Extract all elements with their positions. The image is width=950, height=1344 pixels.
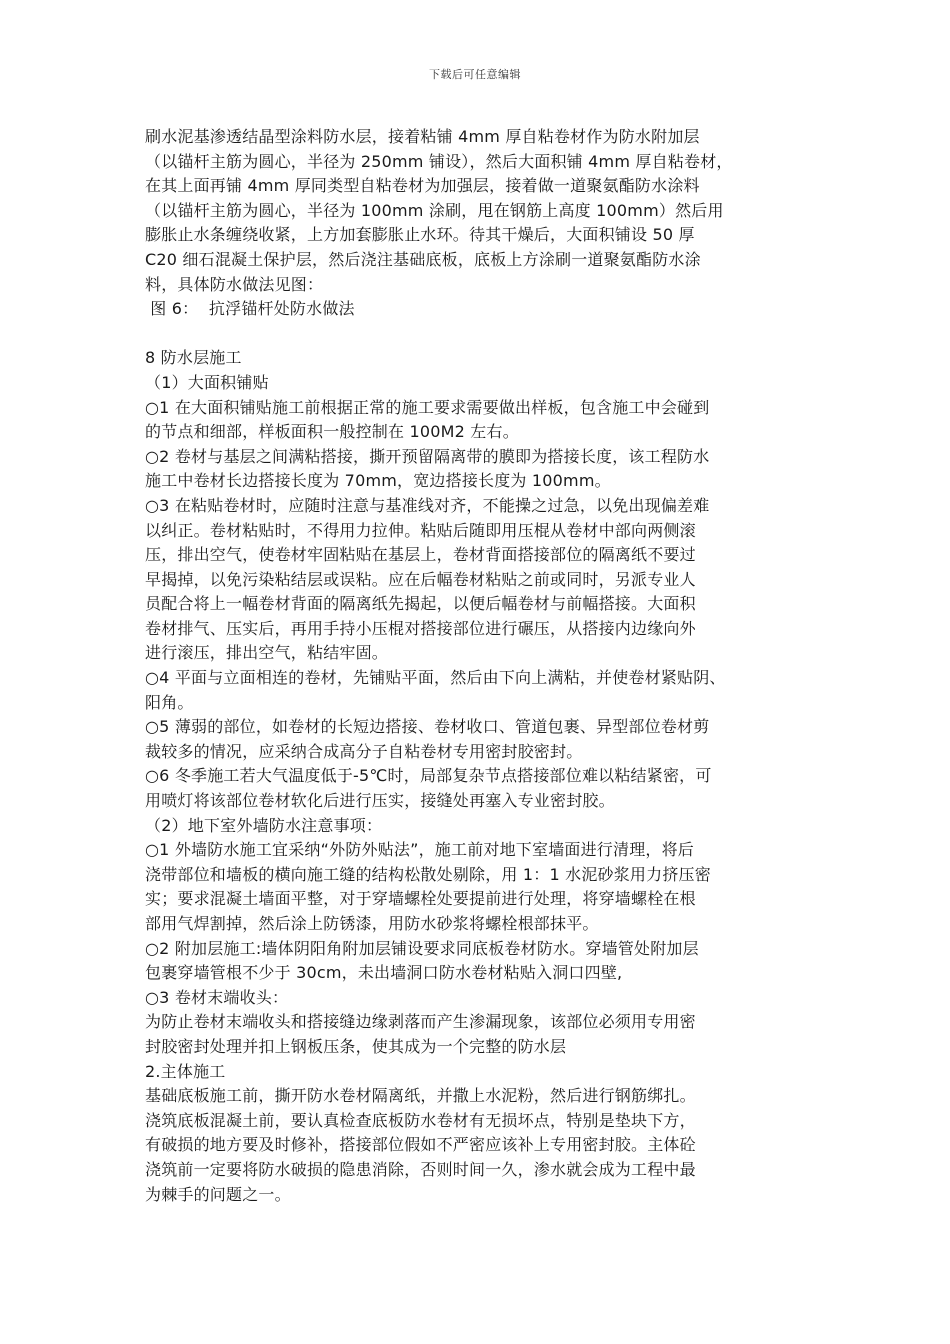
text-line: ○6 冬季施工若大气温度低于-5℃时，局部复杂节点搭接部位难以粘结紧密，可 bbox=[145, 766, 712, 786]
text-line: 早揭掉，以免污染粘结层或误粘。应在后幅卷材粘贴之前或同时，另派专业人 bbox=[145, 569, 696, 589]
text-line: ○1 外墙防水施工宜采纳“外防外贴法”，施工前对地下室墙面进行清理，将后 bbox=[145, 840, 695, 860]
text-line: 刷水泥基渗透结晶型涂料防水层，接着粘铺 4mm 厚自粘卷材作为防水附加层 bbox=[145, 127, 700, 146]
text-line: ○5 薄弱的部位，如卷材的长短边搭接、卷材收口、管道包裹、异型部位卷材剪 bbox=[145, 717, 710, 737]
text-line: 浇筑前一定要将防水破损的隐患消除，否则时间一久，渗水就会成为工程中最 bbox=[145, 1159, 696, 1179]
section-heading: 2.主体施工 bbox=[145, 1061, 226, 1081]
text-line: 膨胀止水条缠绕收紧，上方加套膨胀止水环。待其干燥后，大面积铺设 50 厚 bbox=[145, 225, 695, 245]
text-line: （以锚杆主筋为圆心，半径为 250mm 铺设），然后大面积铺 4mm 厚自粘卷材， bbox=[145, 151, 733, 171]
text-line: 在其上面再铺 4mm 厚同类型自粘卷材为加强层，接着做一道聚氨酯防水涂料 bbox=[145, 176, 700, 196]
text-line: 部用气焊割掉，然后涂上防锈漆，用防水砂浆将螺栓根部抹平。 bbox=[145, 914, 599, 933]
blank-line bbox=[145, 322, 825, 347]
text-line: 包裹穿墙管根不少于 30cm，未出墙洞口防水卷材粘贴入洞口四壁, bbox=[145, 963, 623, 983]
page-header: 下载后可任意编辑 bbox=[429, 68, 521, 81]
text-line: 浇筑底板混凝土前，要认真检查底板防水卷材有无损坏点，特别是垫块下方， bbox=[145, 1110, 696, 1130]
text-line: ○3 在粘贴卷材时，应随时注意与基准线对齐，不能操之过急，以免出现偏差难 bbox=[145, 495, 710, 515]
figure-caption: 图 6： 抗浮锚杆处防水做法 bbox=[145, 299, 355, 319]
text-line: ○2 附加层施工:墙体阴阳角附加层铺设要求同底板卷材防水。穿墙管处附加层 bbox=[145, 938, 699, 958]
subsection-heading: （2）地下室外墙防水注意事项： bbox=[145, 815, 383, 835]
text-line: 有破损的地方要及时修补，搭接部位假如不严密应该补上专用密封胶。主体砼 bbox=[145, 1135, 696, 1155]
text-line: C20 细石混凝土保护层，然后浇注基础底板，底板上方涂刷一道聚氨酯防水涂 bbox=[145, 249, 701, 269]
text-line: 进行滚压，排出空气，粘结牢固。 bbox=[145, 643, 389, 663]
text-line: 卷材排气、压实后，再用手持小压棍对搭接部位进行碾压，从搭接内边缘向外 bbox=[145, 618, 696, 638]
text-line: （以锚杆主筋为圆心，半径为 100mm 涂刷，甩在钢筋上高度 100mm）然后用 bbox=[145, 200, 724, 220]
text-line: 封胶密封处理并扣上钢板压条，使其成为一个完整的防水层 bbox=[145, 1036, 567, 1056]
text-line: 裁较多的情况，应采纳合成高分子自粘卷材专用密封胶密封。 bbox=[145, 741, 583, 761]
text-line: 的节点和细部，样板面积一般控制在 100M2 左右。 bbox=[145, 422, 519, 442]
text-line: 员配合将上一幅卷材背面的隔离纸先揭起，以便后幅卷材与前幅搭接。大面积 bbox=[145, 594, 696, 614]
text-line: 用喷灯将该部位卷材软化后进行压实，接缝处再塞入专业密封胶。 bbox=[145, 791, 615, 811]
text-line: 压，排出空气，使卷材牢固粘贴在基层上，卷材背面搭接部位的隔离纸不要过 bbox=[145, 545, 696, 565]
text-line: 浇带部位和墙板的横向施工缝的结构松散处剔除，用 1：1 水泥砂浆用力挤压密 bbox=[145, 864, 711, 884]
text-line: 基础底板施工前，撕开防水卷材隔离纸，并撒上水泥粉，然后进行钢筋绑扎。 bbox=[145, 1086, 696, 1106]
document-body bbox=[145, 125, 825, 1207]
text-line: 施工中卷材长边搭接长度为 70mm，宽边搭接长度为 100mm。 bbox=[145, 471, 611, 491]
text-line: 以纠正。卷材粘贴时，不得用力拉伸。粘贴后随即用压棍从卷材中部向两侧滚 bbox=[145, 520, 696, 540]
text-line: 阳角。 bbox=[145, 692, 194, 712]
text-line: ○4 平面与立面相连的卷材，先铺贴平面，然后由下向上满粘，并使卷材紧贴阴、 bbox=[145, 668, 726, 688]
text-line: ○3 卷材末端收头： bbox=[145, 987, 289, 1007]
text-line: 为防止卷材末端收头和搭接缝边缘剥落而产生渗漏现象，该部位必须用专用密 bbox=[145, 1012, 696, 1032]
text-line: ○2 卷材与基层之间满粘搭接，撕开预留隔离带的膜即为搭接长度，该工程防水 bbox=[145, 446, 710, 466]
section-heading: 8 防水层施工 bbox=[145, 348, 242, 368]
text-line: 料，具体防水做法见图： bbox=[145, 274, 324, 294]
text-line: ○1 在大面积铺贴施工前根据正常的施工要求需要做出样板，包含施工中会碰到 bbox=[145, 397, 710, 417]
text-line: 实；要求混凝土墙面平整，对于穿墙螺栓处要提前进行处理，将穿墙螺栓在根 bbox=[145, 889, 696, 909]
text-line: 为棘手的问题之一。 bbox=[145, 1184, 291, 1204]
subsection-heading: （1）大面积铺贴 bbox=[145, 372, 269, 392]
